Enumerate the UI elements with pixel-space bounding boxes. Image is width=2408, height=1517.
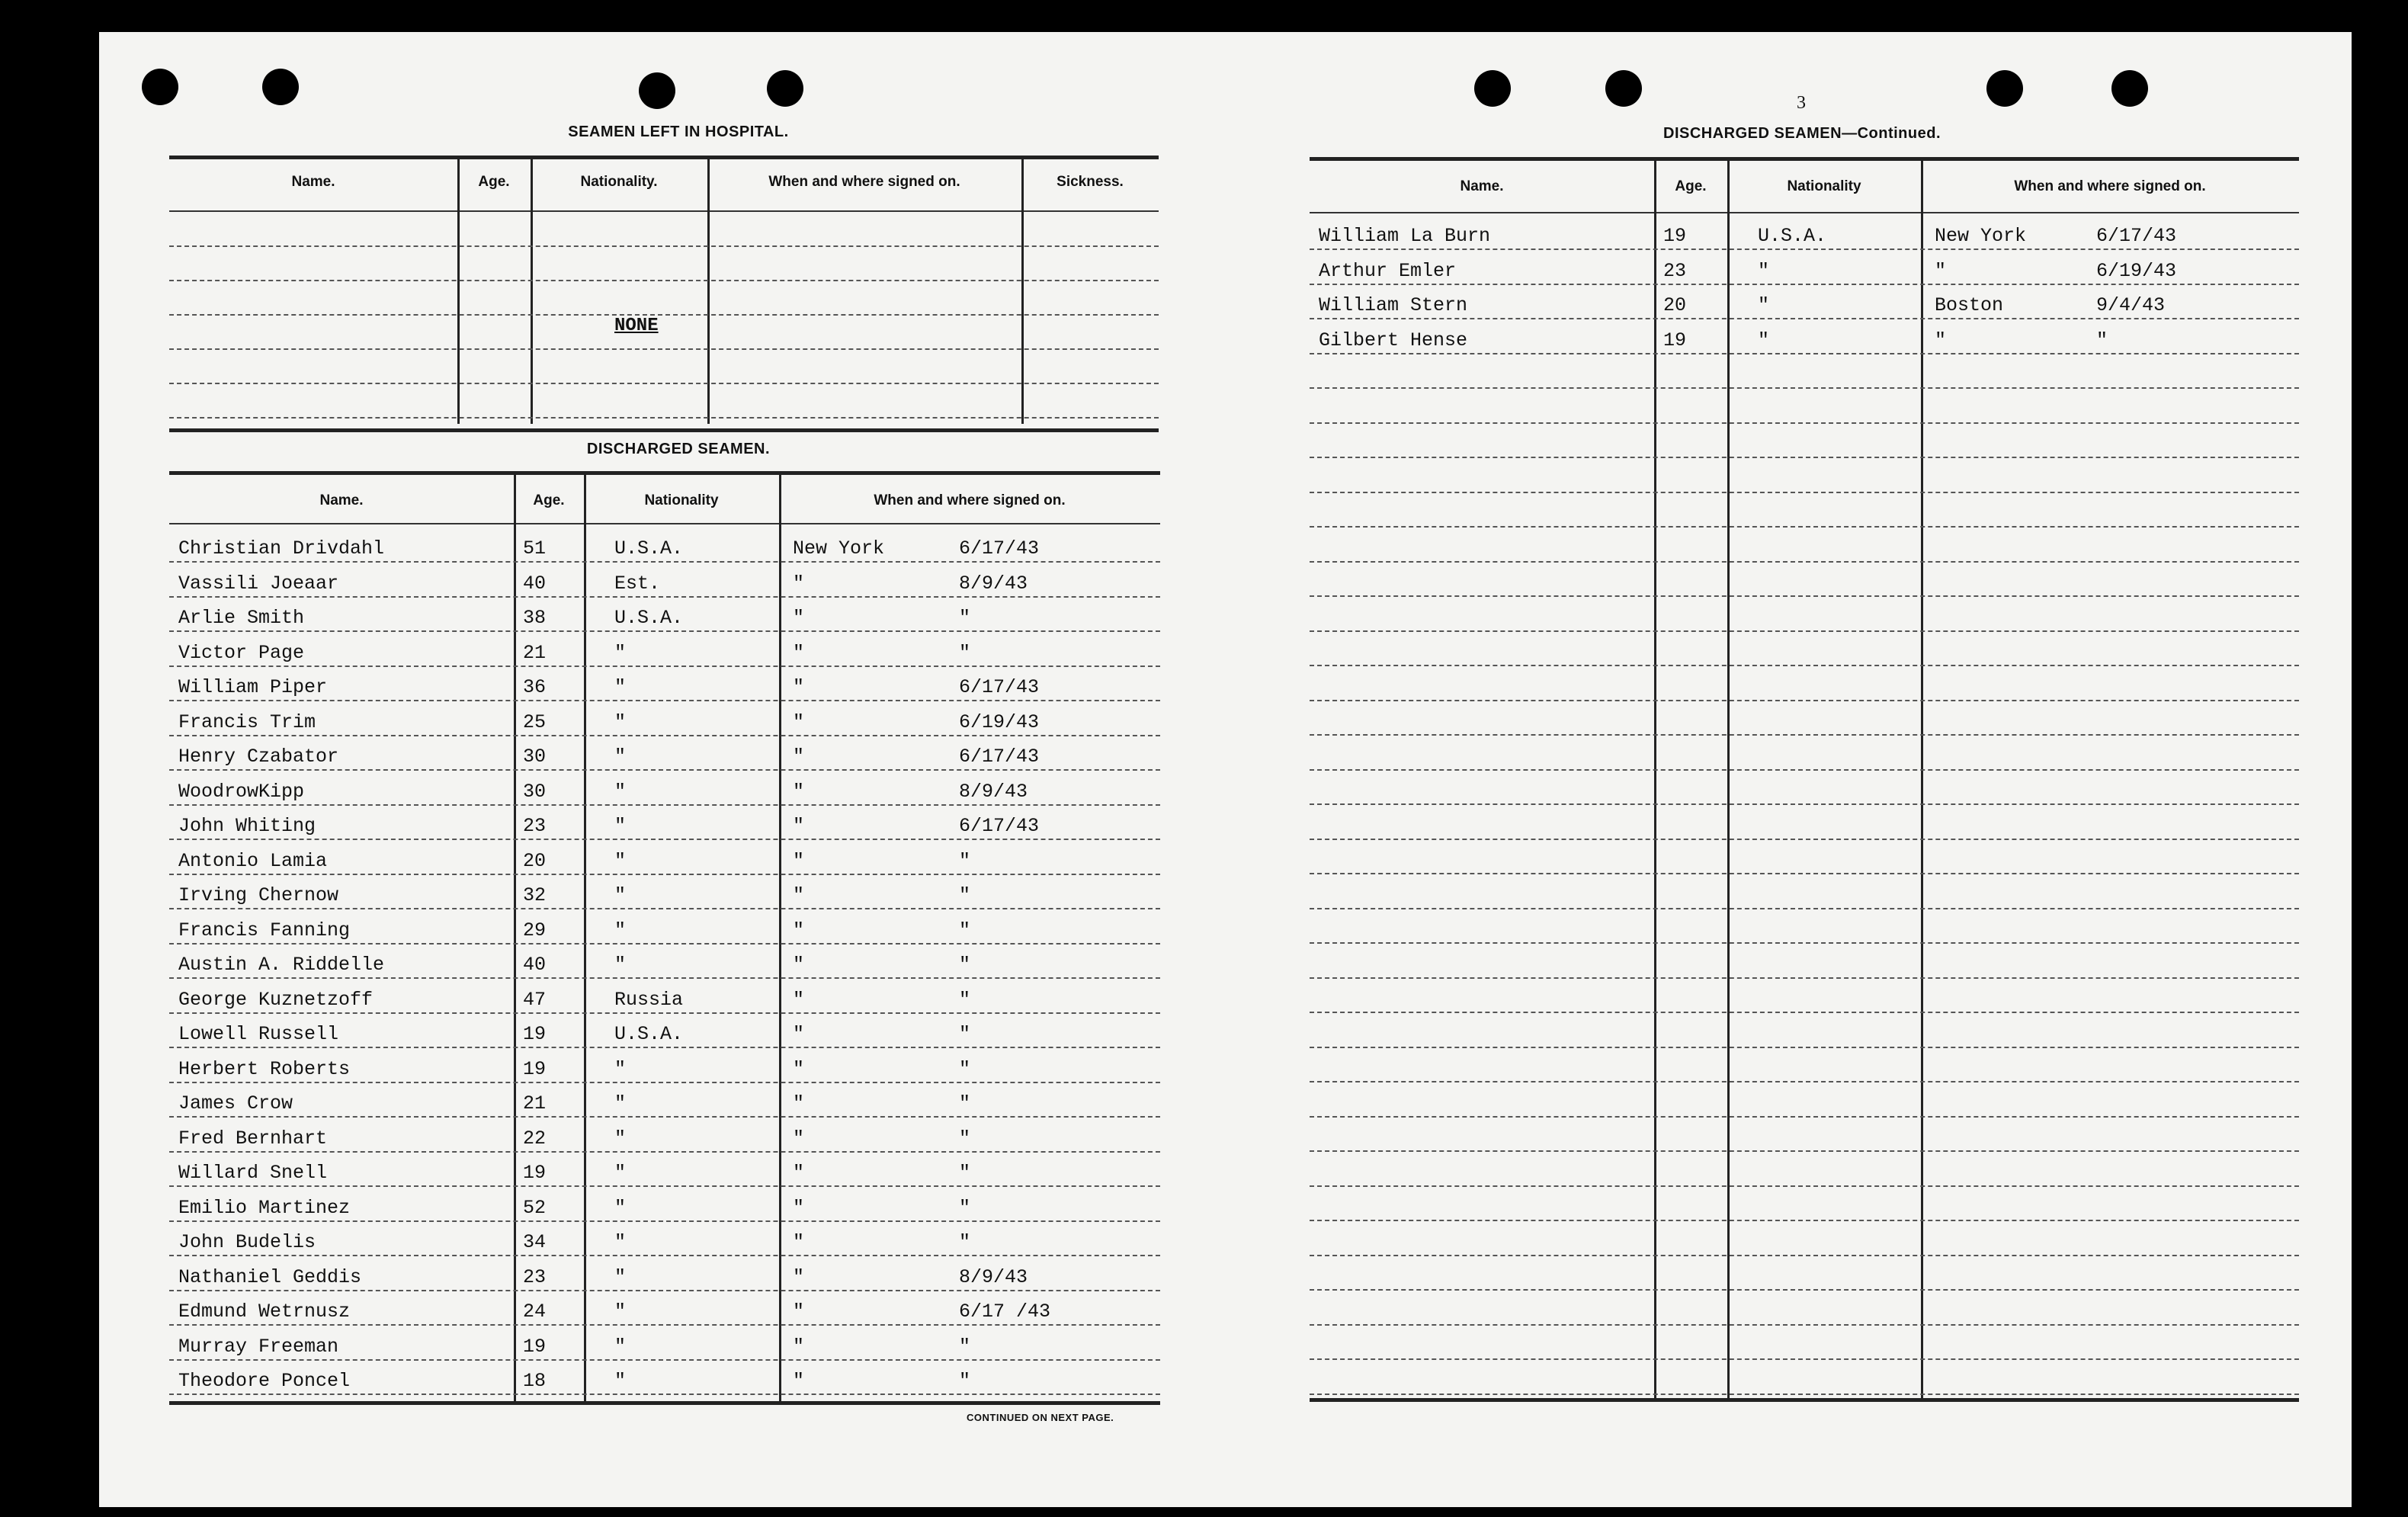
signed-on-date: " (959, 1057, 971, 1080)
seaman-age: 23 (523, 815, 547, 837)
seaman-nationality: " (614, 919, 627, 941)
seaman-nationality: " (614, 954, 627, 976)
row-rule (1310, 1358, 2299, 1360)
seaman-name: Edmund Wetrnusz (178, 1301, 351, 1323)
seaman-nationality: " (614, 849, 627, 872)
column-divider (514, 474, 516, 1401)
signed-on-place: " (1935, 259, 1947, 282)
page-number: 3 (1797, 93, 1806, 113)
seaman-nationality: " (614, 815, 627, 837)
signed-on-place: " (793, 1265, 805, 1288)
seaman-nationality: " (614, 1265, 627, 1288)
signed-on-place: " (793, 815, 805, 837)
signed-on-place: " (793, 1057, 805, 1080)
seaman-age: 19 (523, 1162, 547, 1184)
row-rule (1310, 839, 2299, 840)
signed-on-place: " (793, 1301, 805, 1323)
row-rule (169, 280, 1159, 281)
signed-on-date: 6/19/43 (2096, 259, 2177, 282)
signed-on-place: " (793, 607, 805, 629)
seaman-age: 19 (523, 1057, 547, 1080)
column-header: Nationality (644, 492, 719, 508)
seaman-nationality: " (614, 641, 627, 664)
row-rule (169, 596, 1160, 598)
seaman-name: Victor Page (178, 641, 305, 664)
signed-on-place: New York (793, 537, 885, 560)
seaman-nationality: " (614, 1231, 627, 1253)
column-divider (584, 474, 586, 1401)
row-rule (1310, 318, 2299, 319)
seaman-nationality: " (614, 1301, 627, 1323)
seaman-nationality: " (614, 1057, 627, 1080)
row-rule (1310, 561, 2299, 563)
punch-hole-icon (1986, 70, 2023, 107)
row-rule (1310, 803, 2299, 805)
signed-on-place: " (793, 780, 805, 803)
seaman-name: Theodore Poncel (178, 1370, 351, 1392)
row-rule (169, 943, 1160, 945)
seaman-name: Francis Trim (178, 710, 316, 733)
seaman-age: 38 (523, 607, 547, 629)
seaman-name: William La Burn (1319, 225, 1491, 247)
seaman-age: 23 (523, 1265, 547, 1288)
punch-hole-icon (262, 69, 299, 105)
signed-on-date: 9/4/43 (2096, 294, 2166, 316)
signed-on-date: 6/17/43 (2096, 225, 2177, 247)
row-rule (1310, 1324, 2299, 1326)
row-rule (169, 383, 1159, 384)
seaman-age: 30 (523, 780, 547, 803)
signed-on-date: 6/17/43 (959, 746, 1040, 768)
punch-hole-icon (2111, 70, 2148, 107)
row-rule (1310, 1394, 2299, 1395)
column-header: Name. (319, 492, 364, 508)
seaman-nationality: Russia (614, 988, 684, 1011)
row-rule (169, 1324, 1160, 1326)
seaman-name: Emilio Martinez (178, 1196, 351, 1219)
table-bottom-rule (169, 428, 1159, 432)
seaman-name: Antonio Lamia (178, 849, 328, 872)
row-rule (1310, 422, 2299, 424)
seaman-nationality: " (1758, 329, 1770, 351)
punch-hole-icon (639, 72, 675, 109)
row-rule (169, 1047, 1160, 1048)
table-top-rule (1310, 157, 2299, 161)
seaman-name: George Kuznetzoff (178, 988, 374, 1011)
seaman-age: 32 (523, 884, 547, 906)
row-rule (169, 665, 1160, 667)
seaman-age: 20 (1663, 294, 1687, 316)
column-header: Age. (533, 492, 565, 508)
signed-on-date: " (959, 884, 971, 906)
signed-on-place: " (793, 1370, 805, 1392)
signed-on-date: " (959, 1162, 971, 1184)
column-header: When and where signed on. (768, 174, 960, 190)
seaman-name: WoodrowKipp (178, 780, 305, 803)
signed-on-date: " (2096, 329, 2108, 351)
signed-on-date: " (959, 1092, 971, 1114)
row-rule (1310, 873, 2299, 874)
row-rule (169, 908, 1160, 909)
none-entry: NONE (614, 316, 659, 336)
seaman-age: 30 (523, 746, 547, 768)
signed-on-place: " (793, 954, 805, 976)
header-bottom-rule (1310, 212, 2299, 213)
column-divider (1727, 160, 1730, 1398)
signed-on-place: " (793, 641, 805, 664)
continued-footer: CONTINUED ON NEXT PAGE. (967, 1412, 1114, 1423)
seaman-nationality: " (1758, 294, 1770, 316)
seaman-nationality: U.S.A. (614, 537, 684, 560)
seaman-name: Nathaniel Geddis (178, 1265, 362, 1288)
seaman-name: Henry Czabator (178, 746, 339, 768)
row-rule (1310, 908, 2299, 909)
row-rule (169, 1116, 1160, 1118)
seaman-age: 52 (523, 1196, 547, 1219)
row-rule (1310, 526, 2299, 528)
signed-on-place: " (793, 1023, 805, 1045)
seaman-age: 18 (523, 1370, 547, 1392)
table-top-rule (169, 156, 1159, 159)
seaman-name: Arlie Smith (178, 607, 305, 629)
signed-on-date: " (959, 1335, 971, 1358)
signed-on-place: " (793, 572, 805, 595)
row-rule (169, 1290, 1160, 1291)
signed-on-date: " (959, 607, 971, 629)
signed-on-place: " (793, 849, 805, 872)
row-rule (1310, 977, 2299, 979)
seaman-age: 19 (523, 1023, 547, 1045)
row-rule (1310, 769, 2299, 771)
signed-on-place: " (793, 1196, 805, 1219)
column-header: Age. (478, 174, 510, 190)
signed-on-place: " (793, 710, 805, 733)
seaman-age: 25 (523, 710, 547, 733)
seaman-name: Lowell Russell (178, 1023, 339, 1045)
row-rule (1310, 1255, 2299, 1256)
column-header: Sickness. (1057, 174, 1124, 190)
row-rule (169, 769, 1160, 771)
seaman-age: 21 (523, 641, 547, 664)
seaman-name: Gilbert Hense (1319, 329, 1468, 351)
seaman-age: 47 (523, 988, 547, 1011)
seaman-name: Irving Chernow (178, 884, 339, 906)
punch-hole-icon (767, 70, 803, 107)
seaman-nationality: " (614, 1370, 627, 1392)
row-rule (169, 348, 1159, 350)
seaman-nationality: " (614, 746, 627, 768)
row-rule (1310, 1047, 2299, 1048)
punch-hole-icon (1605, 70, 1642, 107)
seaman-age: 19 (1663, 225, 1687, 247)
seaman-name: Francis Fanning (178, 919, 351, 941)
signed-on-date: 6/17/43 (959, 815, 1040, 837)
row-rule (1310, 284, 2299, 285)
seaman-age: 36 (523, 676, 547, 698)
signed-on-date: " (959, 988, 971, 1011)
signed-on-place: " (793, 988, 805, 1011)
signed-on-date: 8/9/43 (959, 572, 1028, 595)
row-rule (1310, 1289, 2299, 1291)
row-rule (1310, 353, 2299, 354)
header-bottom-rule (169, 210, 1159, 212)
signed-on-date: " (959, 849, 971, 872)
header-bottom-rule (169, 523, 1160, 524)
row-rule (1310, 1116, 2299, 1118)
seaman-name: James Crow (178, 1092, 293, 1114)
row-rule (1310, 249, 2299, 250)
discharged-section-title: DISCHARGED SEAMEN. (586, 441, 771, 457)
signed-on-date: " (959, 1127, 971, 1150)
row-rule (1310, 595, 2299, 597)
punch-hole-icon (142, 69, 178, 105)
signed-on-place: New York (1935, 225, 2027, 247)
row-rule (169, 1255, 1160, 1256)
row-rule (169, 977, 1160, 979)
row-rule (169, 1012, 1160, 1014)
punch-hole-icon (1474, 70, 1511, 107)
signed-on-date: 8/9/43 (959, 1265, 1028, 1288)
row-rule (169, 1394, 1160, 1395)
column-divider (1921, 160, 1923, 1398)
seaman-name: Austin A. Riddelle (178, 954, 385, 976)
column-divider (1654, 160, 1656, 1398)
row-rule (1310, 1150, 2299, 1152)
column-divider (779, 474, 781, 1401)
seaman-age: 22 (523, 1127, 547, 1150)
seaman-name: John Budelis (178, 1231, 316, 1253)
signed-on-date: " (959, 1023, 971, 1045)
row-rule (1310, 492, 2299, 493)
seaman-name: Fred Bernhart (178, 1127, 328, 1150)
seaman-age: 24 (523, 1301, 547, 1323)
column-header: Name. (291, 174, 335, 190)
signed-on-place: " (793, 1231, 805, 1253)
signed-on-date: 6/17/43 (959, 537, 1040, 560)
row-rule (169, 1151, 1160, 1153)
table-bottom-rule (1310, 1398, 2299, 1402)
signed-on-date: 8/9/43 (959, 780, 1028, 803)
seaman-age: 20 (523, 849, 547, 872)
table-bottom-rule (169, 1401, 1160, 1405)
row-rule (1310, 1220, 2299, 1221)
row-rule (1310, 700, 2299, 701)
seaman-age: 23 (1663, 259, 1687, 282)
seaman-age: 19 (523, 1335, 547, 1358)
signed-on-place: " (793, 919, 805, 941)
row-rule (169, 561, 1160, 563)
row-rule (1310, 1081, 2299, 1082)
row-rule (1310, 665, 2299, 666)
row-rule (1310, 1185, 2299, 1187)
seaman-nationality: " (614, 676, 627, 698)
seaman-nationality: Est. (614, 572, 661, 595)
seaman-age: 21 (523, 1092, 547, 1114)
row-rule (169, 839, 1160, 840)
seaman-name: Willard Snell (178, 1162, 328, 1184)
signed-on-place: " (793, 1162, 805, 1184)
seaman-name: William Piper (178, 676, 328, 698)
seaman-nationality: " (614, 884, 627, 906)
signed-on-date: " (959, 1231, 971, 1253)
row-rule (169, 700, 1160, 701)
row-rule (1310, 457, 2299, 458)
row-rule (169, 1359, 1160, 1361)
signed-on-date: " (959, 1370, 971, 1392)
row-rule (1310, 734, 2299, 736)
table-top-rule (169, 471, 1160, 475)
seaman-name: William Stern (1319, 294, 1468, 316)
row-rule (169, 735, 1160, 736)
signed-on-date: 6/19/43 (959, 710, 1040, 733)
column-header: When and where signed on. (874, 492, 1066, 508)
seaman-nationality: " (614, 1196, 627, 1219)
seaman-name: Vassili Joeaar (178, 572, 339, 595)
column-header: Nationality (1787, 178, 1861, 194)
seaman-name: Arthur Emler (1319, 259, 1457, 282)
signed-on-date: 6/17/43 (959, 676, 1040, 698)
seaman-age: 51 (523, 537, 547, 560)
seaman-age: 29 (523, 919, 547, 941)
signed-on-date: " (959, 954, 971, 976)
signed-on-place: " (793, 1127, 805, 1150)
signed-on-place: " (1935, 329, 1947, 351)
row-rule (169, 630, 1160, 632)
seaman-name: John Whiting (178, 815, 316, 837)
row-rule (1310, 942, 2299, 944)
seaman-nationality: U.S.A. (614, 607, 684, 629)
column-header: Age. (1675, 178, 1707, 194)
column-header: Nationality. (580, 174, 658, 190)
seaman-nationality: " (614, 1162, 627, 1184)
seaman-age: 40 (523, 954, 547, 976)
row-rule (169, 245, 1159, 247)
signed-on-date: " (959, 1196, 971, 1219)
discharged-continued-title: DISCHARGED SEAMEN—Continued. (1663, 125, 1941, 142)
row-rule (169, 874, 1160, 875)
signed-on-place: " (793, 1092, 805, 1114)
row-rule (169, 1185, 1160, 1187)
seaman-nationality: " (614, 1335, 627, 1358)
row-rule (1310, 1012, 2299, 1013)
column-header: Name. (1460, 178, 1504, 194)
seaman-name: Murray Freeman (178, 1335, 339, 1358)
row-rule (169, 1220, 1160, 1222)
signed-on-date: " (959, 919, 971, 941)
row-rule (169, 804, 1160, 806)
row-rule (169, 417, 1159, 419)
row-rule (1310, 387, 2299, 389)
seaman-nationality: U.S.A. (1758, 225, 1827, 247)
signed-on-place: " (793, 746, 805, 768)
signed-on-date: 6/17 /43 (959, 1301, 1051, 1323)
seaman-nationality: " (614, 1092, 627, 1114)
seaman-name: Herbert Roberts (178, 1057, 351, 1080)
seaman-nationality: U.S.A. (614, 1023, 684, 1045)
signed-on-date: " (959, 641, 971, 664)
seaman-nationality: " (614, 1127, 627, 1150)
seaman-age: 34 (523, 1231, 547, 1253)
seaman-age: 19 (1663, 329, 1687, 351)
seaman-nationality: " (614, 710, 627, 733)
column-header: When and where signed on. (2014, 178, 2206, 194)
signed-on-place: Boston (1935, 294, 2004, 316)
seaman-age: 40 (523, 572, 547, 595)
signed-on-place: " (793, 676, 805, 698)
seaman-nationality: " (1758, 259, 1770, 282)
signed-on-place: " (793, 1335, 805, 1358)
seaman-name: Christian Drivdahl (178, 537, 385, 560)
row-rule (1310, 630, 2299, 632)
hospital-section-title: SEAMEN LEFT IN HOSPITAL. (568, 123, 789, 140)
seaman-nationality: " (614, 780, 627, 803)
signed-on-place: " (793, 884, 805, 906)
row-rule (169, 1082, 1160, 1083)
row-rule (169, 314, 1159, 316)
